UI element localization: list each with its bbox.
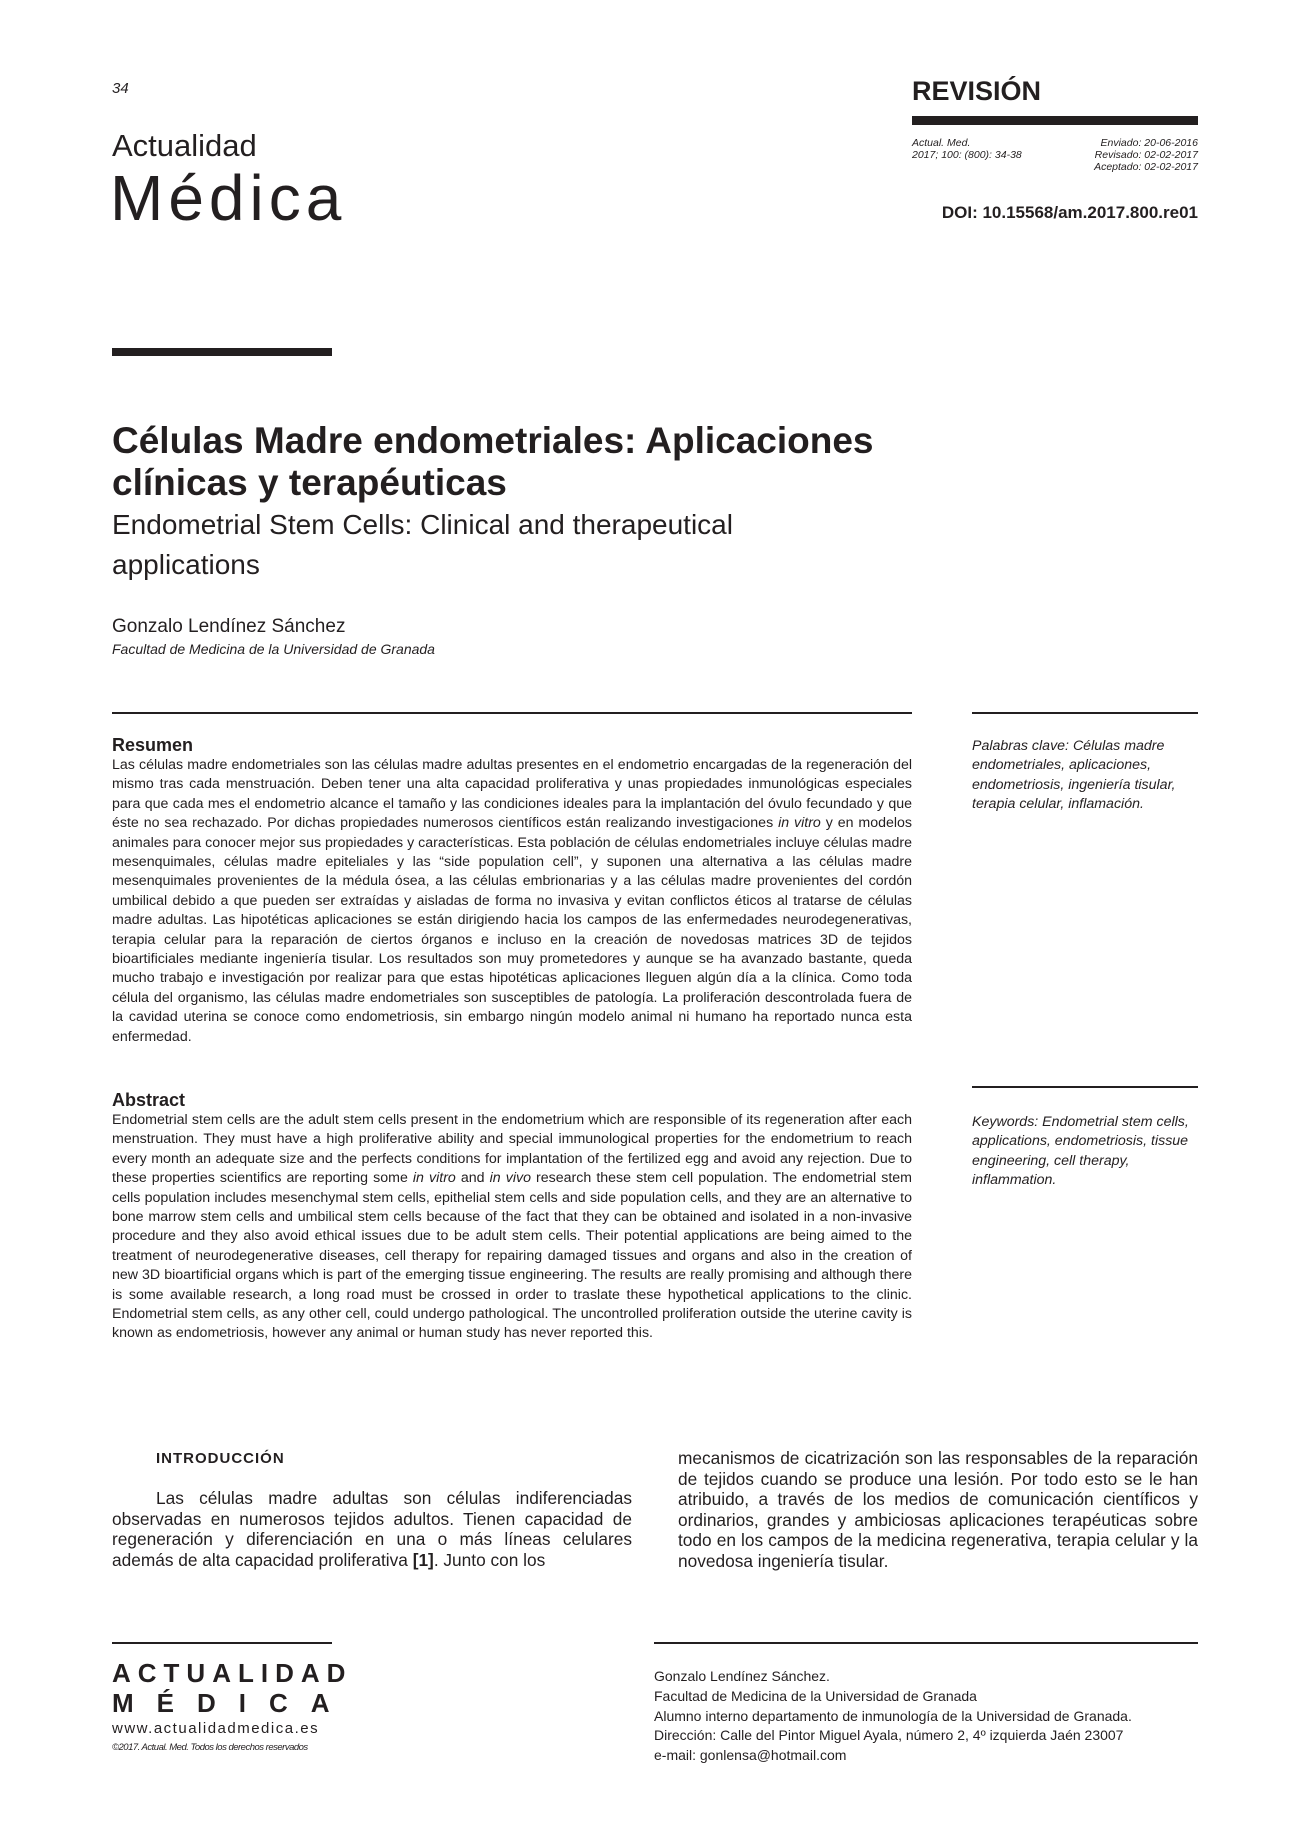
page-number: 34 [112,80,129,97]
footer-copyright: ©2017. Actual. Med. Todos los derechos reservados [112,1742,308,1753]
article-title-spanish: Células Madre endometriales: Aplicaciones clínicas y terapéuticas [112,420,874,503]
resumen-text [112,756,912,1047]
footer-logo-line2: MÉDICA [112,1688,353,1718]
contact-faculty: Facultad de Medicina de la Universidad de Granada [654,1687,977,1704]
section-bar [912,116,1198,125]
intro-right-column: mecanismos de cicatrización son las responsables de la reparación de tejidos cuando se produce una lesión. Por todo esto se le han atribuido, a través de los medios de comunicación científicos y ordinarios, grandes y ambiciosas aplicaciones terapéuticas sobre todo en los campos de la medicina regenerativa, terapia celular y la novedosa ingeniería tisular. [678,1448,1198,1571]
submission-dates [1040,137,1198,173]
divider [972,712,1198,714]
date-revised: Revisado: 02-02-2017 [1094,149,1198,161]
keywords-english: Keywords: Endometrial stem cells, applications, endometriosis, tissue engineering, cell therapy, inflammation. [972,1114,1189,1189]
citation-line: 2017; 100: (800): 34-38 [912,149,1022,161]
doi[interactable]: DOI: 10.15568/am.2017.800.re01 [941,203,1198,222]
date-sent: Enviado: 20-06-2016 [1100,137,1198,149]
resumen-text-part: y en modelos animales para conocer mejor sus propiedades y características. Esta población de células endometriales incluye células madre mesenquimales, células madre epiteliales y las “side population cell”, y suponen una alternativa a las células madre mesenquimales provenientes de la médula ósea, a las células embrionarias y a las células madre provenientes del cordón umbilical debido a que pueden ser extraídas y aisladas de forma no invasiva y evitan conflictos éticos al tratarse de células madre adultas. Las hipotéticas aplicaciones se están dirigiendo hacia los campos de las enfermedades neurodegenerativas, terapia celular para la reparación de ciertos órganos e incluso en la creación de novedosas matrices 3D de tejidos bioartificiales mediante ingeniería tisular. Los resultados son muy prometedores y aunque se ha avanzado bastante, queda mucho trabajo e investigación por realizar para que estas hipotéticas aplicaciones lleguen algún día a la clínica. Como toda célula del organismo, las células madre endometriales son susceptibles de patología. La proliferación descontrolada fuera de la cavidad uterina se conoce como endometriosis, sin embargo ningún modelo animal ni humano ha reportado nunca esta enfermedad. [112,815,913,1045]
reference-link[interactable]: [1] [412,1549,434,1570]
footer-divider [654,1642,1198,1644]
abstract-heading: Abstract [112,1090,186,1110]
footer-website-link[interactable]: www.actualidadmedica.es [112,1720,320,1737]
abstract-text [112,1111,912,1344]
contact-name: Gonzalo Lendínez Sánchez. [654,1668,830,1684]
section-label: REVISIÓN [912,76,1042,106]
journal-logo-line2: Médica [110,162,347,234]
abstract-text-part: Endometrial stem cells are the adult stem cells present in the endometrium which are responsible of its regeneration after each menstruation. They must have a high proliferative ability and special immunological properties for the endometrium to reach every month an adequate size and the perfects conditions for implantation of the fertilized egg and avoid any rejection. Due to these properties scientifics are reporting some [112,1112,912,1187]
citation [912,137,1022,161]
abstract-text-part: research these stem cell population. The endometrial stem cells population includes mesenchymal stem cells, epithelial stem cells and side population cells, and they are an alternative to bone marrow stem cells and umbilical stem cells because of the fact that they can be obtained and isolated in a non-invasive procedure and they also avoid ethical issues due to be adult stem cells. Their potential applications are being aimed to the treatment of neurodegenerative diseases, cell therapy for repairing damaged tissues and organs and also in the creation of new 3D bioartificial organs which is part of the emerging tissue engineering. The results are really promising and although there is some available research, a long road must be crossed in order to traslate these hypothetical applications to the clinic. Endometrial stem cells, as any other cell, could undergo pathological. The uncontrolled proliferation outside the uterine cavity is known as endometriosis, however any animal or human study has never reported this. [112,1170,912,1342]
journal-logo-line1: Actualidad [112,128,257,163]
intro-heading: INTRODUCCIÓN [156,1450,285,1467]
contact-role: Alumno interno departamento de inmunología de la Universidad de Granada. [654,1707,1132,1724]
abstract-italic-term: in vivo [489,1170,531,1187]
author-name: Gonzalo Lendínez Sánchez [112,616,346,637]
resumen-heading: Resumen [112,735,194,755]
date-accepted: Aceptado: 02-02-2017 [1094,161,1198,173]
article-title-english: Endometrial Stem Cells: Clinical and therapeutical applications [112,509,733,580]
author-affiliation: Facultad de Medicina de la Universidad de Granada [112,641,435,657]
contact-address: Dirección: Calle del Pintor Miguel Ayala, número 2, 4º izquierda Jaén 23007 [654,1727,1124,1744]
correspondence-block [654,1667,1198,1766]
contact-email[interactable]: e-mail: gonlensa@hotmail.com [654,1747,847,1764]
intro-text: Las células madre adultas son células indiferenciadas observadas en numerosos tejidos adultos. Tienen capacidad de regeneración y diferenciación en una o más líneas celulares además de alta capacidad proliferativa [112,1488,632,1570]
keywords-spanish: Palabras clave: Células madre endometriales, aplicaciones, endometriosis, ingeniería tisular, terapia celular, inflamación. [972,738,1176,813]
resumen-text-part: Las células madre endometriales son las células madre adultas presentes en el endometrio encargadas de la regeneración del mismo tras cada menstruación. Deben tener una alta capacidad proliferativa y unas propiedades inmunológicas especiales para que cada mes el endometrio alcance el tamaño y las condiciones ideales para la implantación del óvulo fecundado y que éste no sea rechazado. Por dichas propiedades numerosos científicos están realizando investigaciones [112,757,912,832]
divider [972,1086,1198,1088]
abstract-italic-term: in vitro [412,1170,456,1187]
abstract-text-part: and [455,1170,490,1187]
resumen-italic-term: in vitro [778,815,821,832]
citation-line: Actual. Med. [912,137,971,149]
divider [112,712,912,714]
footer-divider [112,1642,332,1644]
intro-left-column [112,1488,632,1570]
footer-logo-line1: ACTUALIDAD [112,1658,353,1688]
intro-text: . Junto con los [433,1549,546,1570]
title-bar [112,348,332,356]
